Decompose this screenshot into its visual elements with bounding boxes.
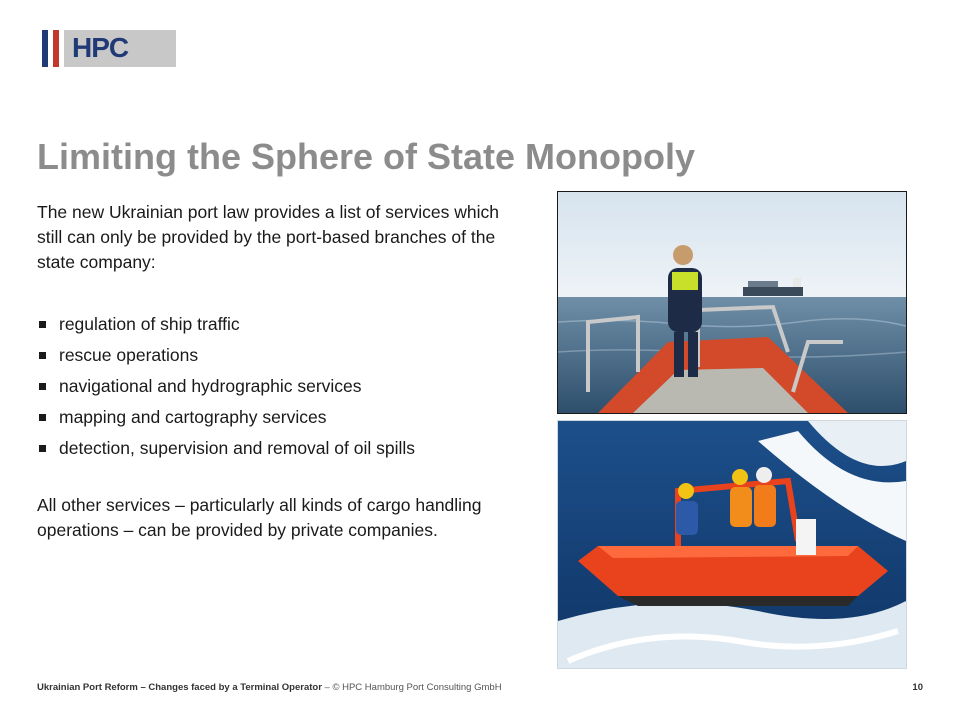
list-item-text: rescue operations bbox=[59, 345, 199, 365]
photo-rescue-boat-image bbox=[558, 421, 906, 668]
photo-boat-bow-image bbox=[558, 192, 906, 413]
square-bullet-icon bbox=[39, 445, 46, 452]
page-number: 10 bbox=[912, 682, 923, 693]
list-item-text: detection, supervision and removal of oil spills bbox=[59, 438, 416, 458]
footer bbox=[37, 682, 923, 693]
square-bullet-icon bbox=[39, 414, 46, 421]
list-item bbox=[37, 309, 517, 340]
logo-plate bbox=[64, 30, 176, 67]
logo-text: HPC bbox=[72, 32, 129, 63]
hpc-logo bbox=[40, 30, 176, 67]
square-bullet-icon bbox=[39, 352, 46, 359]
logo-bar-navy bbox=[42, 30, 48, 67]
service-list bbox=[37, 309, 517, 464]
photo-boat-bow bbox=[557, 191, 907, 414]
list-item bbox=[37, 433, 517, 464]
intro-paragraph: The new Ukrainian port law provides a list of services which still can only be provided by the port-based branches of the state company: bbox=[37, 202, 499, 272]
outro-paragraph: All other services – particularly all kinds of cargo handling operations – can be provided by private companies. bbox=[37, 495, 482, 540]
logo-bar-red bbox=[53, 30, 59, 67]
footer-presentation-title: Ukrainian Port Reform – Changes faced by a Terminal Operator bbox=[37, 682, 322, 693]
list-item-text: navigational and hydrographic services bbox=[59, 376, 362, 396]
list-item bbox=[37, 402, 517, 433]
list-item-text: regulation of ship traffic bbox=[59, 314, 240, 334]
list-item bbox=[37, 340, 517, 371]
list-item-text: mapping and cartography services bbox=[59, 407, 327, 427]
square-bullet-icon bbox=[39, 321, 46, 328]
slide-title: Limiting the Sphere of State Monopoly bbox=[37, 136, 696, 177]
footer-copyright: – © HPC Hamburg Port Consulting GmbH bbox=[321, 682, 502, 693]
square-bullet-icon bbox=[39, 383, 46, 390]
photo-rescue-boat bbox=[557, 420, 907, 669]
list-item bbox=[37, 371, 517, 402]
